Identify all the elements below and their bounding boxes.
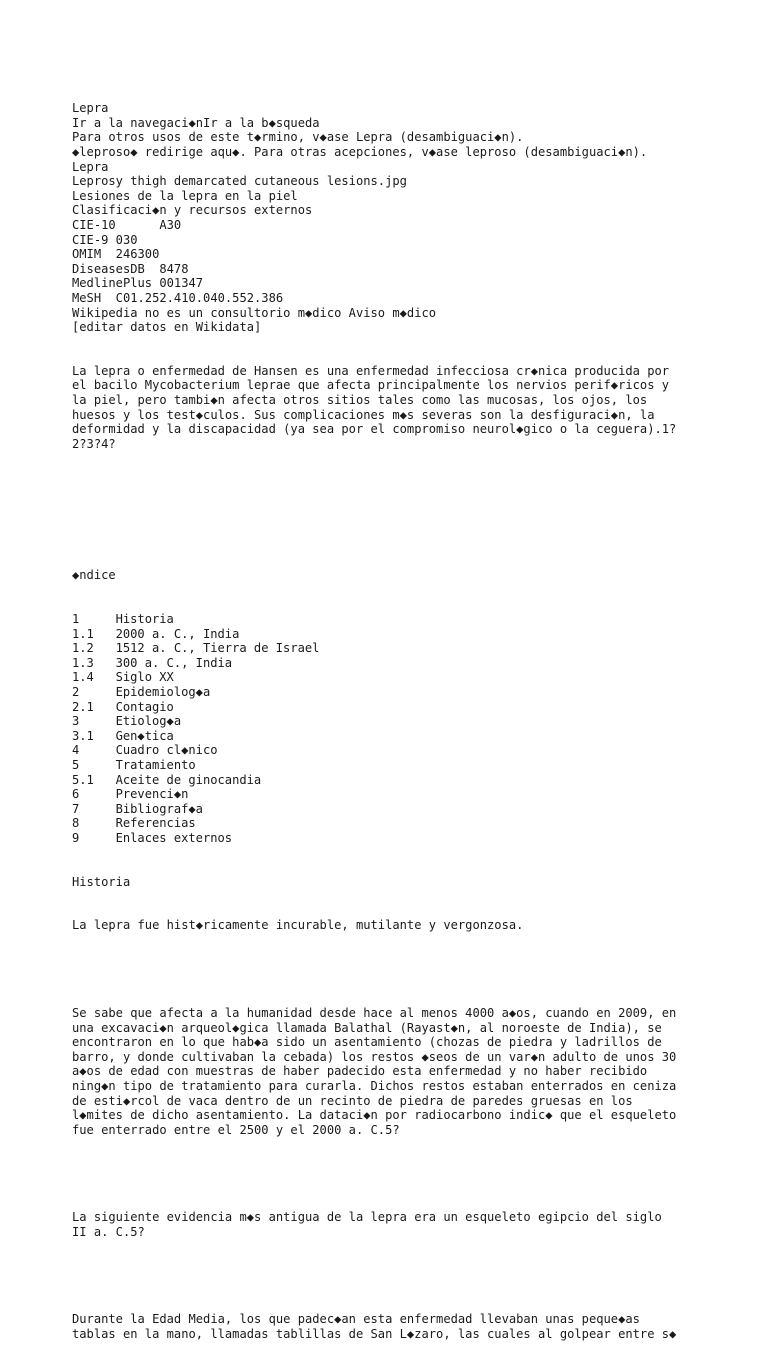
toc-item-number: 3	[72, 714, 80, 729]
toc-item-label: Epidemiolog◆a	[115, 684, 211, 699]
header-line: ◆leproso◆ redirige aqu◆. Para otras acepciones, v◆ase leproso (desambiguaci◆n).	[72, 144, 648, 159]
toc-item-number: 2.1	[72, 699, 94, 714]
intro-line: 2?3?4?	[72, 436, 116, 451]
toc-item-label: 1512 a. C., Tierra de Israel	[115, 641, 320, 656]
toc-item-label: Cuadro cl◆nico	[115, 743, 218, 758]
header-line: [editar datos en Wikidata]	[72, 320, 262, 335]
toc-item-label: Enlaces externos	[115, 830, 233, 845]
toc-item[interactable]	[72, 743, 712, 758]
header-line: MedlinePlus 001347	[72, 276, 204, 291]
history-paragraph-2	[72, 1210, 712, 1239]
header-line: OMIM 246300	[72, 247, 160, 262]
paragraph-line: una excavaci◆n arqueol◆gica llamada Balathal (Rayast◆n, al noroeste de India), se	[72, 1020, 662, 1035]
header-line: Lepra	[72, 101, 109, 116]
toc-item-label: Aceite de ginocandia	[115, 772, 262, 787]
intro-line: el bacilo Mycobacterium leprae que afecta principalmente los nervios perif◆ricos y	[72, 378, 670, 393]
toc-item-label: Etiolog◆a	[115, 714, 182, 729]
toc-item-number: 7	[72, 801, 80, 816]
intro-line: huesos y los test◆culos. Sus complicaciones m◆s severas son la desfiguraci◆n, la	[72, 407, 655, 422]
paragraph-line: de esti◆rcol de vaca dentro de un recinto de piedra de paredes gruesas en los	[72, 1093, 633, 1108]
toc-item-label: Siglo XX	[115, 670, 174, 685]
history-first-line: La lepra fue hist◆ricamente incurable, mutilante y vergonzosa.	[72, 918, 524, 933]
history-heading: Historia	[72, 874, 131, 889]
header-line: Leprosy thigh demarcated cutaneous lesions.jpg	[72, 174, 407, 189]
toc-item[interactable]	[72, 685, 712, 700]
toc-item[interactable]	[72, 787, 712, 802]
paragraph-line: encontraron en lo que hab◆a sido un asentamiento (chozas de piedra y ladrillos de	[72, 1035, 662, 1050]
toc-item-number: 3.1	[72, 728, 94, 743]
header-line: MeSH C01.252.410.040.552.386	[72, 290, 284, 305]
intro-paragraph	[72, 364, 712, 452]
header-line: CIE-10 A30	[72, 217, 182, 232]
intro-line: la piel, pero tambi◆n afecta otros sitios tales como las mucosas, los ojos, los	[72, 393, 648, 408]
toc-item[interactable]	[72, 612, 712, 627]
header-line: Clasificaci◆n y recursos externos	[72, 203, 313, 218]
paragraph-line: ning◆n tipo de tratamiento para curarla. Dichos restos estaban enterrados en ceniza	[72, 1078, 677, 1093]
header-line: Lepra	[72, 159, 109, 174]
toc-item-number: 5.1	[72, 772, 94, 787]
toc-item-label: 300 a. C., India	[115, 655, 233, 670]
toc-item[interactable]	[72, 670, 712, 685]
paragraph-line: II a. C.5?	[72, 1224, 145, 1239]
header-line: Lesiones de la lepra en la piel	[72, 188, 298, 203]
toc-item[interactable]	[72, 714, 712, 729]
paragraph-line: Se sabe que afecta a la humanidad desde hace al menos 4000 a◆os, cuando en 2009, en	[72, 1006, 677, 1020]
toc-item-number: 4	[72, 743, 80, 758]
header-block	[72, 101, 712, 335]
toc-item-number: 5	[72, 757, 80, 772]
header-line: Ir a la navegaci◆nIr a la b◆squeda	[72, 115, 320, 130]
paragraph-line: Durante la Edad Media, los que padec◆an esta enfermedad llevaban unas peque◆as	[72, 1312, 640, 1327]
toc-item-label: Historia	[115, 611, 174, 626]
toc-item[interactable]	[72, 627, 712, 642]
header-line: Para otros usos de este t◆rmino, v◆ase Lepra (desambiguaci◆n).	[72, 130, 524, 145]
toc-item-label: Prevenci◆n	[115, 787, 189, 802]
paragraph-line: l◆mites de dicho asentamiento. La dataci◆n por radiocarbono indic◆ que el esqueleto	[72, 1108, 677, 1123]
toc-item-number: 1.4	[72, 670, 94, 685]
history-paragraph-3	[72, 1312, 712, 1341]
header-line: CIE-9 030	[72, 232, 138, 247]
toc-item-number: 1.3	[72, 655, 94, 670]
toc-item-label: Referencias	[115, 816, 196, 831]
toc-item-number: 1.2	[72, 641, 94, 656]
toc-item-number: 8	[72, 816, 80, 831]
toc-item[interactable]	[72, 656, 712, 671]
toc-item-number: 1	[72, 611, 80, 626]
toc-item-label: Contagio	[115, 699, 174, 714]
toc-item-number: 9	[72, 830, 80, 845]
paragraph-line: tablas en la mano, llamadas tablillas de San L◆zaro, las cuales al golpear entre s◆	[72, 1327, 677, 1342]
header-line: DiseasesDB 8478	[72, 261, 189, 276]
toc-item-label: Gen◆tica	[115, 728, 174, 743]
paragraph-line: La siguiente evidencia m◆s antigua de la lepra era un esqueleto egipcio del siglo	[72, 1210, 662, 1225]
toc-item[interactable]	[72, 641, 712, 656]
toc-item[interactable]	[72, 729, 712, 744]
history-paragraph-1	[72, 1006, 712, 1137]
toc-item-label: 2000 a. C., India	[115, 626, 240, 641]
toc-item[interactable]	[72, 816, 712, 831]
toc-item[interactable]	[72, 758, 712, 773]
paragraph-line: barro, y donde cultivaban la cebada) los restos ◆seos de un var◆n adulto de unos 30	[72, 1049, 677, 1064]
intro-line: deformidad y la discapacidad (ya sea por el compromiso neurol◆gico o la ceguera).1?	[72, 422, 677, 437]
intro-line: La lepra o enfermedad de Hansen es una enfermedad infecciosa cr◆nica producida por	[72, 363, 670, 378]
header-line: Wikipedia no es un consultorio m◆dico Aviso m◆dico	[72, 305, 437, 320]
document-page	[72, 72, 712, 1356]
toc-item[interactable]	[72, 773, 712, 788]
toc-item-label: Bibliograf◆a	[115, 801, 203, 816]
toc-item-label: Tratamiento	[115, 757, 196, 772]
toc-item-number: 2	[72, 684, 80, 699]
toc-title: ◆ndice	[72, 568, 116, 583]
toc-item[interactable]	[72, 831, 712, 846]
toc-item-number: 6	[72, 787, 80, 802]
paragraph-line: fue enterrado entre el 2500 y el 2000 a. C.5?	[72, 1122, 400, 1137]
paragraph-line: a◆os de edad con muestras de haber padecido esta enfermedad y no haber recibido	[72, 1064, 648, 1079]
toc-item[interactable]	[72, 802, 712, 817]
toc-item-number: 1.1	[72, 626, 94, 641]
table-of-contents	[72, 612, 712, 846]
toc-item[interactable]	[72, 700, 712, 715]
